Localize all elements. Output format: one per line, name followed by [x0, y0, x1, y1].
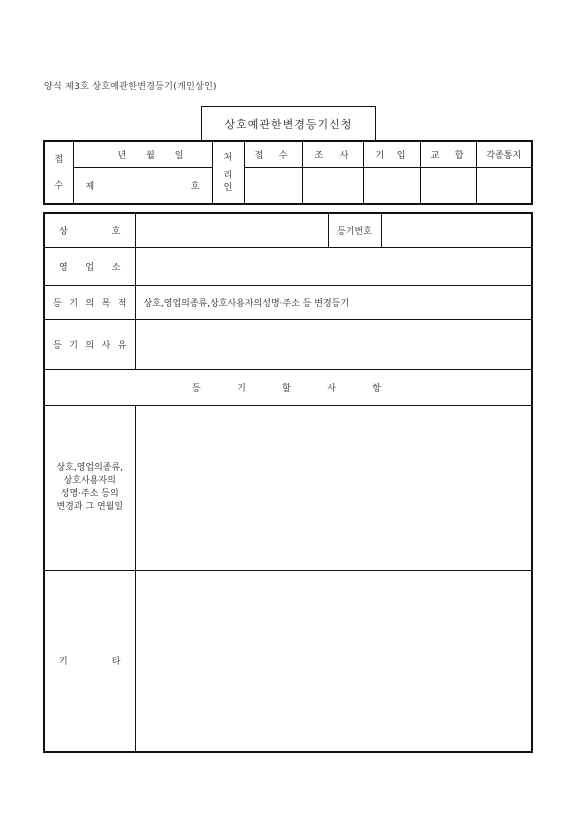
handler-label: 처 리 인 — [212, 141, 244, 204]
section-heading: 등 기 할 사 항 — [44, 369, 532, 405]
col-entry: 기 입 — [363, 141, 420, 168]
cause-field[interactable] — [135, 319, 532, 369]
col-reception: 접 수 — [244, 141, 302, 168]
application-table — [43, 212, 533, 753]
business-office-field[interactable] — [135, 247, 532, 285]
notices-stamp-cell[interactable] — [476, 168, 532, 204]
date-field[interactable]: 년 월 일 — [73, 141, 212, 168]
registration-number-label: 등기번호 — [328, 213, 381, 247]
change-details-field[interactable] — [135, 405, 532, 570]
registration-table — [43, 140, 533, 205]
entry-stamp-cell[interactable] — [363, 168, 420, 204]
business-office-label: 영 업 소 — [44, 247, 135, 285]
inspection-stamp-cell[interactable] — [302, 168, 363, 204]
purpose-value: 상호,영업의종류,상호사용자의성명·주소 등 변경등기 — [135, 285, 532, 319]
other-label: 기 타 — [44, 570, 135, 752]
reception-label: 접 수 — [44, 141, 73, 204]
col-collation: 교 합 — [420, 141, 476, 168]
collation-stamp-cell[interactable] — [420, 168, 476, 204]
trade-name-label: 상 호 — [44, 213, 135, 247]
trade-name-field[interactable] — [135, 213, 328, 247]
purpose-label: 등 기 의 목 적 — [44, 285, 135, 319]
registration-number-field[interactable] — [381, 213, 532, 247]
cause-label: 등 기 의 사 유 — [44, 319, 135, 369]
form-label: 양식 제3호 상호예관한변경등기(개인상인) — [44, 82, 217, 92]
reception-stamp-cell[interactable] — [244, 168, 302, 204]
number-field[interactable]: 제 호 — [73, 168, 212, 204]
col-notices: 각종통지 — [476, 141, 532, 168]
form-title: 상호예관한변경등기신청 — [201, 106, 376, 140]
col-inspection: 조 사 — [302, 141, 363, 168]
change-details-label: 상호,영업의종류, 상호사용자의 성명·주소 등의 변경과 그 연월일 — [44, 405, 135, 570]
other-field[interactable] — [135, 570, 532, 752]
